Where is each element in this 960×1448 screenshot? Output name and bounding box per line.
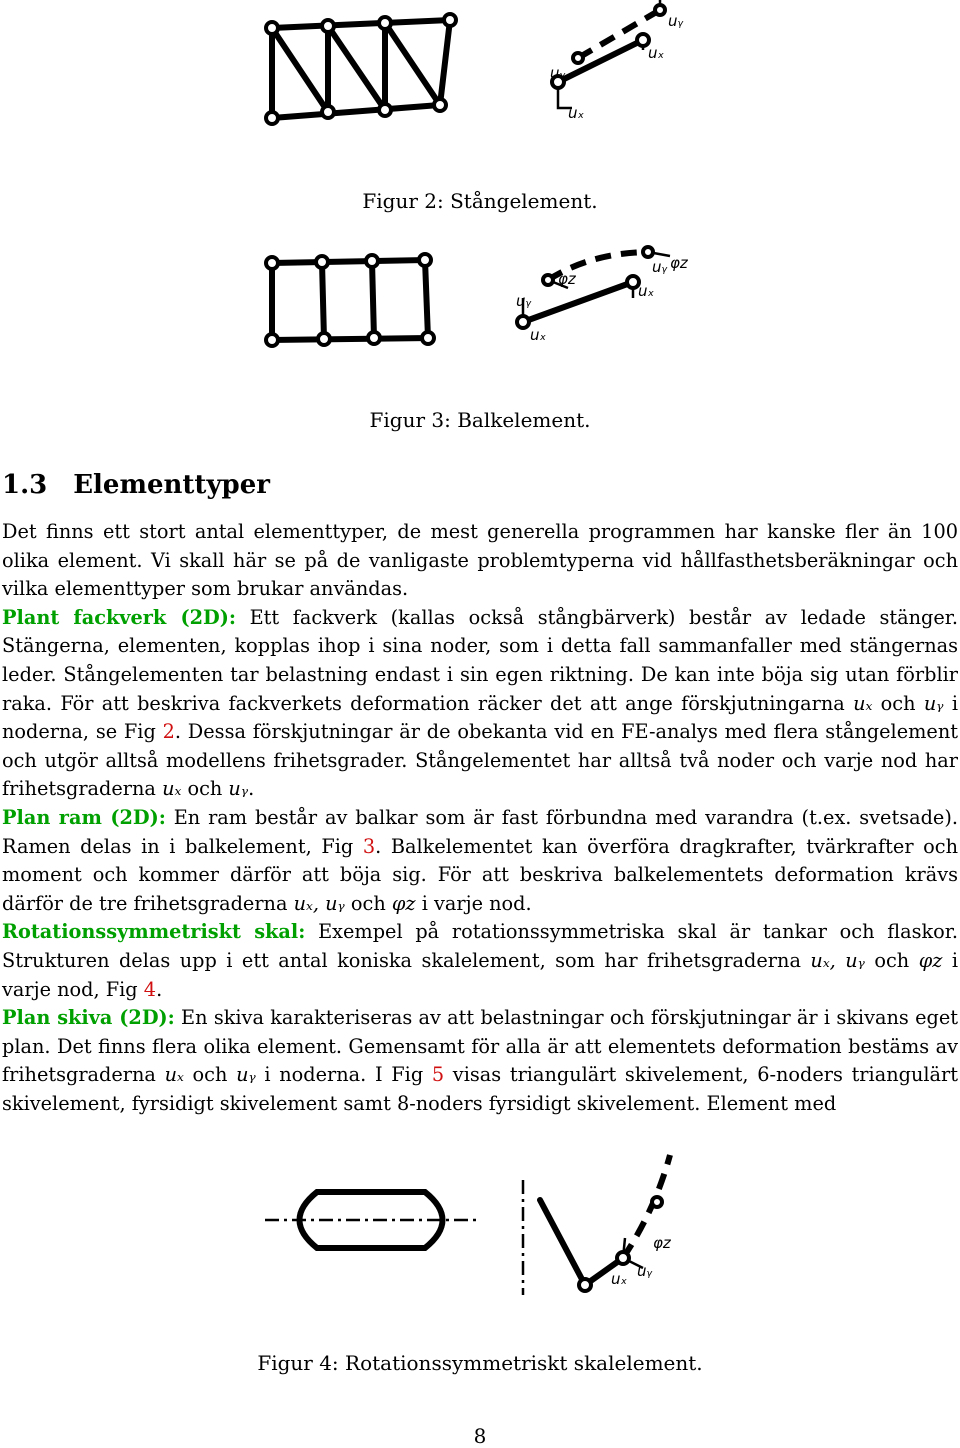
truss-math-uy: uᵧ bbox=[923, 691, 944, 715]
fig2-label-ux-top: uₓ bbox=[648, 44, 665, 62]
intro-paragraph: Det finns ett stort antal elementtyper, de mest generella programmen har kanske fler än 100 olika element. Vi skall här se på de vanligaste problemtyperna vid hållfasthetsberäkningar och vilka elementtyper som brukar användas. bbox=[2, 520, 958, 601]
figure-2-truss-drawing bbox=[250, 0, 710, 135]
ref-fig-2[interactable]: 2 bbox=[162, 720, 175, 744]
frame-text-3: och bbox=[344, 891, 392, 915]
truss-math-ux-2: uₓ bbox=[162, 777, 182, 801]
fig4-label-uy: uᵧ bbox=[637, 1262, 653, 1280]
shell-math-phiz: φz bbox=[918, 948, 943, 972]
section-heading bbox=[2, 470, 296, 500]
fig3-label-uy-bottom: uᵧ bbox=[516, 292, 532, 310]
plate-text-1: En skiva karakteriseras av att belastningar och förskjutningar är i skivans eget plan. Det finns flera olika element. Gemensamt för alla är att elementets deformation bestäms av frihetsgraderna bbox=[2, 1006, 958, 1087]
ref-fig-4[interactable]: 4 bbox=[143, 977, 157, 1001]
frame-heading: Plan ram (2D): bbox=[2, 805, 166, 829]
ref-fig-5[interactable]: 5 bbox=[431, 1063, 445, 1087]
fig2-label-uy-bottom: uᵧ bbox=[550, 64, 566, 82]
truss-math-ux: uₓ bbox=[853, 691, 873, 715]
truss-text-6: . bbox=[248, 777, 255, 801]
truss-text-4: . Dessa förskjutningar är de obekanta vid en FE-analys med flera stångelement och utgör alltså modellens frihetsgrader. Stångelementet har alltså två noder och varje nod har frihetsgraderna bbox=[2, 720, 958, 801]
shell-math-uxuy: uₓ, uᵧ bbox=[810, 948, 865, 972]
beam-element bbox=[516, 247, 689, 344]
section-number: 1.3 bbox=[2, 470, 48, 500]
truss-text-3: i noderna, se Fig bbox=[2, 691, 958, 744]
shell-text-3: i varje nod, Fig bbox=[2, 948, 958, 1001]
tank-drawing bbox=[265, 1192, 477, 1248]
frame-text-1: En ram består av balkar som är fast förbundna med varandra (t.ex. svetsade). Ramen delas in i balkelement, Fig bbox=[2, 805, 958, 858]
plate-math-uy: uᵧ bbox=[236, 1063, 256, 1087]
figure-3-caption: Figur 3: Balkelement. bbox=[369, 408, 591, 432]
fig4-label-phiz: φz bbox=[653, 1234, 671, 1252]
truss-math-uy-2: uᵧ bbox=[228, 777, 249, 801]
truss-paragraph bbox=[2, 604, 958, 804]
plate-paragraph bbox=[2, 1004, 958, 1118]
plate-heading: Plan skiva (2D): bbox=[2, 1006, 175, 1030]
plate-text-3: i noderna. I Fig bbox=[255, 1063, 432, 1087]
truss-structure bbox=[266, 14, 456, 124]
truss-text-2: och bbox=[872, 691, 924, 715]
frame-text-2: . Balkelementet kan överföra dragkrafter, tvärkrafter och moment och kommer därför att böja sig. För att beskriva balkelementets deformation krävs därför de tre frihetsgraderna bbox=[2, 834, 958, 915]
figure-2-caption: Figur 2: Stångelement. bbox=[362, 189, 598, 213]
frame-text-4: i varje nod. bbox=[415, 891, 532, 915]
shell-paragraph bbox=[2, 918, 958, 1004]
fig2-label-uy-top: uᵧ bbox=[668, 12, 684, 30]
section-body bbox=[2, 518, 958, 1118]
fig3-label-uy-top: uᵧ bbox=[652, 258, 668, 276]
fig3-label-ux-top: uₓ bbox=[638, 282, 655, 300]
page-number: 8 bbox=[473, 1424, 487, 1448]
shell-text-2: och bbox=[864, 948, 919, 972]
frame-math-phiz: φz bbox=[391, 891, 416, 915]
plate-text-2: och bbox=[183, 1063, 237, 1087]
truss-text-5: och bbox=[181, 777, 229, 801]
figure-4-shell-drawing bbox=[255, 1150, 715, 1300]
frame-math-uxuy: uₓ, uᵧ bbox=[293, 891, 345, 915]
plate-text-4: visas triangulärt skivelement, 6-noders triangulärt skivelement, fyrsidigt skivelement samt 8-noders fyrsidigt skivelement. Element med bbox=[2, 1063, 958, 1115]
fig3-label-phiz-top: φz bbox=[670, 254, 688, 272]
ref-fig-3[interactable]: 3 bbox=[362, 834, 376, 858]
section-title: Elementtyper bbox=[73, 470, 270, 500]
shell-element bbox=[523, 1155, 672, 1295]
fig3-label-phiz-bottom: φz bbox=[558, 270, 576, 288]
bar-element bbox=[550, 0, 684, 122]
frame-paragraph bbox=[2, 804, 958, 918]
figure-3-frame-drawing bbox=[250, 238, 710, 348]
fig2-label-ux-bottom: uₓ bbox=[568, 104, 585, 122]
shell-text-1: Exempel på rotationssymmetriska skal är tankar och flaskor. Strukturen delas upp i ett antal koniska skalelement, som har frihetsgraderna bbox=[2, 920, 958, 972]
fig4-label-ux: uₓ bbox=[611, 1270, 628, 1288]
fig3-label-ux-bottom: uₓ bbox=[530, 326, 547, 344]
shell-text-4: . bbox=[156, 977, 163, 1001]
truss-text-1: Ett fackverk (kallas också stångbärverk) består av ledade stänger. Stängerna, elementen, kopplas ihop i sina noder, som i detta fall sammanfaller med stängernas leder. Stångelementen tar belastning endast i sin egen riktning. De kan inte böja sig utan förblir raka. För att beskriva fackverkets deformation räcker det att ange förskjutningarna bbox=[2, 605, 959, 715]
plate-math-ux: uₓ bbox=[164, 1063, 184, 1087]
shell-heading: Rotationssymmetriskt skal: bbox=[2, 920, 306, 944]
figure-4-caption: Figur 4: Rotationssymmetriskt skalelement. bbox=[257, 1351, 703, 1375]
frame-structure bbox=[266, 254, 434, 346]
truss-heading: Plant fackverk (2D): bbox=[2, 605, 236, 629]
